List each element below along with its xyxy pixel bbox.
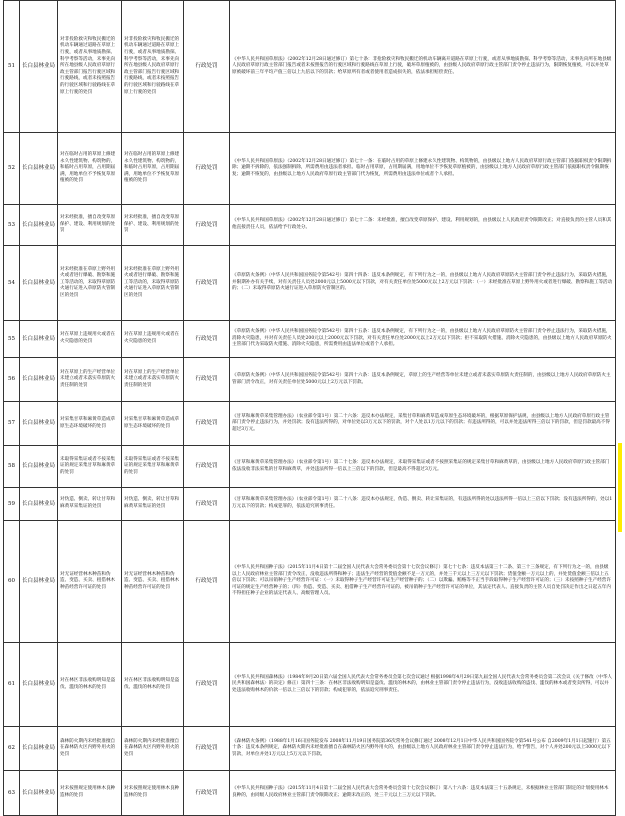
category-cell: 行政处罚 <box>184 402 230 446</box>
legal-basis-cell: 《中华人民共和国草原法》（2002年12月28日通过修订）第七十条：非抢险救灾和牧民搬迁的机动车辆离开道路在草原上行驶，或者从事地质勘探、科学考察等活动，未事先向所在地县级人民政府草原行政主管部门报告或者未按照报告的行驶区域和行驶路线在草原上行驶，破坏草原植被的，由县级人民政府草原行政主管部门责令停止违法行为，限期恢复植被，可以并处草原被破坏前三年平均产值三倍以上九倍以下的罚款；给草原所有者或者使用者造成损失的，依法承担赔偿责任。 <box>230 1 616 133</box>
legal-basis-cell: 《中华人民共和国草原法》（2002年12月28日通过修订）第七十二条：未经批准，擅自改变草原保护、建设、利用规划的，由县级以上人民政府责令限期改正；对直接负责的主管人员和其他直接责任人员，依法给予行政处分。 <box>230 205 616 246</box>
item-content-cell: 森林防火期内未经批准擅自在森林防火区内野外用火的处罚 <box>122 727 184 771</box>
item-content-cell: 对未按照规定使用林木良种造林的处罚 <box>122 771 184 816</box>
row-number: 59 <box>4 488 20 521</box>
item-name-cell: 未取得采集证或者不按采集证的规定采集甘草和麻黄草的处罚 <box>58 446 122 488</box>
table-row <box>4 321 616 358</box>
row-number: 55 <box>4 321 20 358</box>
table-row <box>4 358 616 402</box>
table-row <box>4 643 616 727</box>
row-number: 54 <box>4 246 20 321</box>
department-cell: 长白县林业局 <box>20 358 58 402</box>
table-row <box>4 488 616 521</box>
table-row <box>4 133 616 205</box>
item-name-cell: 对未经批准在草原上野外用火或者进行爆破、勘察和施工等活动的，未取得草原防火通行证进入草原防火管制区的处罚 <box>58 246 122 321</box>
item-name-cell: 对在林区非法收购明知是盗伐、滥伐的林木的处罚 <box>58 643 122 727</box>
item-name-cell: 对未按照规定使用林木良种造林的处罚 <box>58 771 122 816</box>
item-name-cell: 对非投险救灾和牧民搬迁的机动车辆通过道路在草原上行驶，或者从事地质勘探、科学考察等活动，未事先向所在地县级人民政府草原行政主管部门报告行驶区域和行驶路线，或者未按照报告的行驶区域和行驶路线在草原上行驶的处罚 <box>58 1 122 133</box>
row-number: 52 <box>4 133 20 205</box>
item-content-cell: 对在草原上违规用火或者在火灾隐患的处罚 <box>122 321 184 358</box>
category-cell: 行政处罚 <box>184 446 230 488</box>
row-number: 53 <box>4 205 20 246</box>
item-name-cell: 森林防火期内未经批准擅自在森林防火区内野外用火的处罚 <box>58 727 122 771</box>
row-number: 61 <box>4 643 20 727</box>
legal-basis-cell: 《甘草和麻黄草采集管理办法》（农业部令第1号）第二十八条：违反本办法规定，伪造、倒卖、转让采集证的，有违法所得的处以违法所得一倍以上三倍以下罚款；没有违法所得的，处以1万元以下的罚款；构成犯罪的，依法追究刑事责任。 <box>230 488 616 521</box>
item-name-cell: 对未经批准，擅自改变草原保护、建设、利用规划的处罚 <box>58 205 122 246</box>
item-content-cell: 未取得采集证或者不按采集证的规定采集甘草和麻黄草的处罚 <box>122 446 184 488</box>
item-name-cell: 对在草原上的生产经营单位未建立或者未落实草原防火责任制的处罚 <box>58 358 122 402</box>
department-cell: 长白县林业局 <box>20 771 58 816</box>
legal-basis-cell: 《草原防火条例》（中华人民共和国国务院令第542号）第四十四条：违反本条例规定，有下列行为之一的，由县级以上地方人民政府草原防火主管部门责令停止违法行为，采取防火措施，并限期补办有关手续，对有关责任人员处2000元以上5000元以下罚款，对有关责任单位处5000元以上2万元以下罚款：（一）未经批准在草原上野外用火或者进行爆破、勘察和施工等活动的；（二）未取得草原防火通行证进入草原防火管制区的。 <box>230 246 616 321</box>
department-cell: 长白县林业局 <box>20 488 58 521</box>
item-content-cell: 对伪造、倒卖、转让甘草和麻黄草采集证的处罚 <box>122 488 184 521</box>
legal-basis-cell: 《草原防火条例》（中华人民共和国国务院令第542号）第四十六条：违反本条例规定，草原上的生产经营等单位未建立或者未落实草原防火责任制的，由县级以上地方人民政府草原防火主管部门责令改正，对有关责任单位处5000元以上2万元以下罚款。 <box>230 358 616 402</box>
department-cell: 长白县林业局 <box>20 246 58 321</box>
item-content-cell: 对非投险救灾和牧民搬迁的机动车辆通过道路在草原上行驶，或者从事地质勘探、科学考察等活动，未事先向所在地县级人民政府草原行政主管部门报告行驶区域和行驶路线，或者未按照报告的行驶区域和行驶路线在草原上行驶的处罚 <box>122 1 184 133</box>
category-cell: 行政处罚 <box>184 1 230 133</box>
row-number: 57 <box>4 402 20 446</box>
row-number: 63 <box>4 771 20 816</box>
table-row <box>4 771 616 816</box>
row-number: 60 <box>4 521 20 643</box>
table-row <box>4 446 616 488</box>
category-cell: 行政处罚 <box>184 727 230 771</box>
category-cell: 行政处罚 <box>184 358 230 402</box>
category-cell: 行政处罚 <box>184 488 230 521</box>
item-content-cell: 对在林区非法收购明知是盗伐、滥伐的林木的处罚 <box>122 643 184 727</box>
item-content-cell: 对在草原上的生产经营单位未建立或者未落实草原防火责任制的处罚 <box>122 358 184 402</box>
department-cell: 长白县林业局 <box>20 205 58 246</box>
table-row <box>4 727 616 771</box>
row-number: 58 <box>4 446 20 488</box>
category-cell: 行政处罚 <box>184 133 230 205</box>
item-name-cell: 对在草原上违规用火或者在火灾隐患的处罚 <box>58 321 122 358</box>
department-cell: 长白县林业局 <box>20 643 58 727</box>
table-row <box>4 246 616 321</box>
department-cell: 长白县林业局 <box>20 1 58 133</box>
legal-basis-cell: 《中华人民共和国森林法》（1984年9月20日第六届全国人民代表大会常务委员会第七次会议通过 根据1998年4月29日第九届全国人民代表大会常务委员会第二次会议《关于修改〈中华人民共和国森林法〉的决定》修正）第四十三条：在林区非法收购明知是盗伐、滥伐的林木的，由林业主管部门责令停止违法行为，没收违法收购的盗伐、滥伐的林木或者变卖所得，可以并处违法收购林木的价款一倍以上三倍以下的罚款；构成犯罪的，依法追究刑事责任。 <box>230 643 616 727</box>
item-name-cell: 对伪造、倒卖、转让甘草和麻黄草采集证的处罚 <box>58 488 122 521</box>
table-row <box>4 1 616 133</box>
row-number: 62 <box>4 727 20 771</box>
category-cell: 行政处罚 <box>184 771 230 816</box>
legal-basis-cell: 《中华人民共和国种子法》（2015年11月4日第十二届全国人民代表大会常务委员会第十七次会议修订）第八十六条：违反本法第三十五条规定，未根据林业主管部门制定的计划使用林木良种的，由同级人民政府林业主管部门责令限期改正；逾期未改正的，处三千元以上三万元以下罚款。 <box>230 771 616 816</box>
item-name-cell: 对无证经营林木种苗和伪造、变造、买卖、租借林木种苗经营许可证的处罚 <box>58 521 122 643</box>
category-cell: 行政处罚 <box>184 643 230 727</box>
row-number: 51 <box>4 1 20 133</box>
row-number: 56 <box>4 358 20 402</box>
penalty-table <box>3 0 616 816</box>
department-cell: 长白县林业局 <box>20 521 58 643</box>
department-cell: 长白县林业局 <box>20 133 58 205</box>
item-content-cell: 对无证经营林木种苗和伪造、变造、买卖、租借林木种苗经营许可证的处罚 <box>122 521 184 643</box>
item-name-cell: 对采集甘草和麻黄草造成草原生态环境破坏的处罚 <box>58 402 122 446</box>
category-cell: 行政处罚 <box>184 205 230 246</box>
legal-basis-cell: 《中华人民共和国种子法》（2015年11月4日第十二届全国人民代表大会常务委员会第十七次会议修订）第七十七条：违反本法第三十二条、第三十三条规定，有下列行为之一的，由县级以上人民政府林业主管部门责令改正，没收违法所得和种子；违法生产经营的货值金额不足一万元的，并处三千元以上三万元以下罚款；货值金额一万元以上的，并处货值金额三倍以上五倍以下罚款；可以吊销种子生产经营许可证：（一）未取得种子生产经营许可证生产经营种子的；（二）以欺骗、贿赂等不正当手段取得种子生产经营许可证的；（三）未按照种子生产经营许可证的规定生产经营种子的；（四）伪造、变造、买卖、租借种子生产经营许可证的。被吊销种子生产经营许可证的单位，其法定代表人、直接负责的主管人员自处罚决定作出之日起五年内不得担任种子企业的法定代表人、高级管理人员。 <box>230 521 616 643</box>
margin-highlight-bar <box>618 443 622 532</box>
department-cell: 长白县林业局 <box>20 321 58 358</box>
category-cell: 行政处罚 <box>184 321 230 358</box>
legal-basis-cell: 《中华人民共和国草原法》（2002年12月28日通过修订）第七十一条：在临时占用的草原上修建永久性建筑物、构筑物的，由县级以上地方人民政府草原行政主管部门依据职权责令限期拆除；逾期不拆除的，依法强制拆除，所需费用由违法者承担。临时占用草原，占用期届满，用地单位不予恢复草原植被的，由县级以上地方人民政府草原行政主管部门依据职权责令限期恢复；逾期不恢复的，由县级以上地方人民政府草原行政主管部门代为恢复，所需费用由违法单位或者个人承担。 <box>230 133 616 205</box>
item-content-cell: 对采集甘草和麻黄草造成草原生态环境破坏的处罚 <box>122 402 184 446</box>
table-row <box>4 205 616 246</box>
category-cell: 行政处罚 <box>184 521 230 643</box>
legal-basis-cell: 《森林防火条例》（1988年1月16日国务院发布 2008年11月19日国务院第36次常务会议修订通过 2008年12月1日中华人民共和国国务院令第541号公布 自2009年1月1日起施行）第五十条：违反本条例规定，森林防火期内未经批准擅自在森林防火区内野外用火的，由县级以上地方人民政府林业主管部门责令停止违法行为，给予警告，对个人并处200元以上3000元以下罚款，对单位并处1万元以上5万元以下罚款。 <box>230 727 616 771</box>
department-cell: 长白县林业局 <box>20 402 58 446</box>
item-content-cell: 对未经批准在草原上野外用火或者进行爆破、勘察和施工等活动的，未取得草原防火通行证进入草原防火管制区的处罚 <box>122 246 184 321</box>
category-cell: 行政处罚 <box>184 246 230 321</box>
department-cell: 长白县林业局 <box>20 727 58 771</box>
table-row <box>4 402 616 446</box>
legal-basis-cell: 《草原防火条例》（中华人民共和国国务院令第542号）第四十五条：违反本条例规定，有下列行为之一的，由县级以上地方人民政府草原防火主管部门责令停止违法行为，采取防火措施，消除火灾隐患，并对有关责任人员处200元以上2000元以下罚款，对有关责任单位处2000元以上2万元以下罚款；拒不采取防火措施、消除火灾隐患的，由县级以上地方人民政府草原防火主管部门代为采取防火措施、消除火灾隐患，所需费用由违法单位或者个人承担。 <box>230 321 616 358</box>
table-body <box>4 1 616 816</box>
legal-basis-cell: 《甘草和麻黄草采集管理办法》（农业部令第1号）第二十七条：违反本办法规定，未取得采集证或者不按照采集证的规定采集甘草和麻黄草的，由县级以上地方人民政府草原行政主管部门依法没收非法采集的甘草和麻黄草，并处违法所得一倍以上三倍以下的罚款，但是最高不得超过3万元。 <box>230 446 616 488</box>
item-content-cell: 对在临时占用的草原上修建永久性建筑物、构筑物的，和临时占用草原，占用期届满，用地单位不予恢复草原植被的处罚 <box>122 133 184 205</box>
table-row <box>4 521 616 643</box>
legal-basis-cell: 《甘草和麻黄草采集管理办法》（农业部令第1号）第二十六条：违反本办法规定，采集甘草和麻黄草造成草原生态环境破坏的，根据草原保护法规，由县级以上地方人民政府草原行政主管部门责令停止违法行为，并处罚款；没有违法所得的，对单位处以3万元以下的罚款，对个人处以1万元以下的罚款；有违法所得的，可以并处违法所得三倍以下的罚款，但是罚款最高不得超过3万元。 <box>230 402 616 446</box>
department-cell: 长白县林业局 <box>20 446 58 488</box>
item-name-cell: 对在临时占用的草原上修建永久性建筑物、构筑物的，和临时占用草原，占用期届满，用地单位不予恢复草原植被的处罚 <box>58 133 122 205</box>
item-content-cell: 对未经批准，擅自改变草原保护、建设、利用规划的处罚 <box>122 205 184 246</box>
